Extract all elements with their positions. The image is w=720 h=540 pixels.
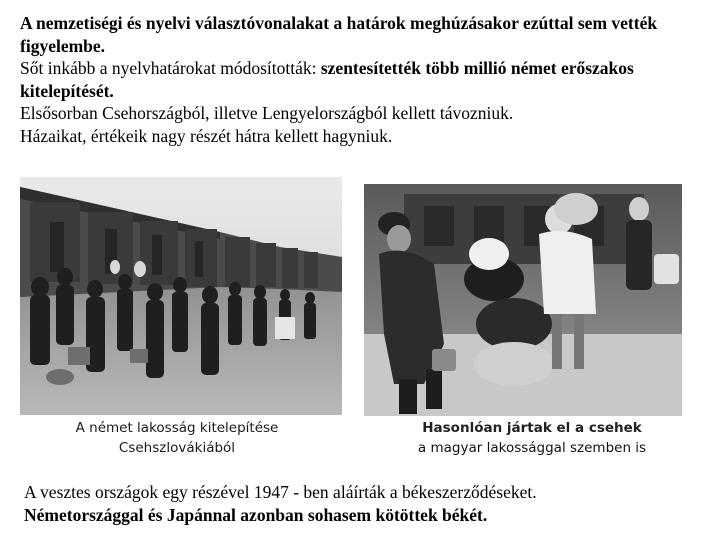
outro-line-1: A vesztes országok egy részével 1947 - ben aláírták a békeszerződéseket. [24,482,537,502]
intro-line-2 [20,57,710,102]
photo-hungarian-deportation [364,184,682,416]
outro-line-2: Németországgal és Japánnal azonban sohasem kötöttek békét. [24,505,488,525]
caption-right-line-1: Hasonlóan jártak el a csehek [422,420,642,436]
intro-line-2-bold: szentesítették több millió német erőszakos kitelepítését. [20,58,634,101]
caption-right [372,418,692,458]
caption-left-line-1: A német lakosság kitelepítése [75,420,279,436]
intro-line-2-normal: Sőt inkább a nyelvhatárokat módosították: [20,58,321,78]
photo-train-deportation [20,177,342,415]
caption-right-line-2: a magyar lakossággal szemben is [417,440,647,456]
photo-train-deportation-image [20,177,342,415]
intro-text [20,12,710,147]
intro-line-3: Elsősorban Csehországból, illetve Lengyelországból kellett távozniuk. [20,103,514,123]
caption-left-line-2: Csehszlovákiából [118,440,236,456]
photo-hungarian-deportation-image [364,184,682,416]
caption-left [22,418,332,458]
intro-line-1: A nemzetiségi és nyelvi választóvonalakat a határok meghúzásakor ezúttal sem vették figyelembe. [20,13,658,56]
intro-line-4: Házaikat, értékeik nagy részét hátra kellett hagyniuk. [20,125,393,146]
outro-text [24,481,714,527]
